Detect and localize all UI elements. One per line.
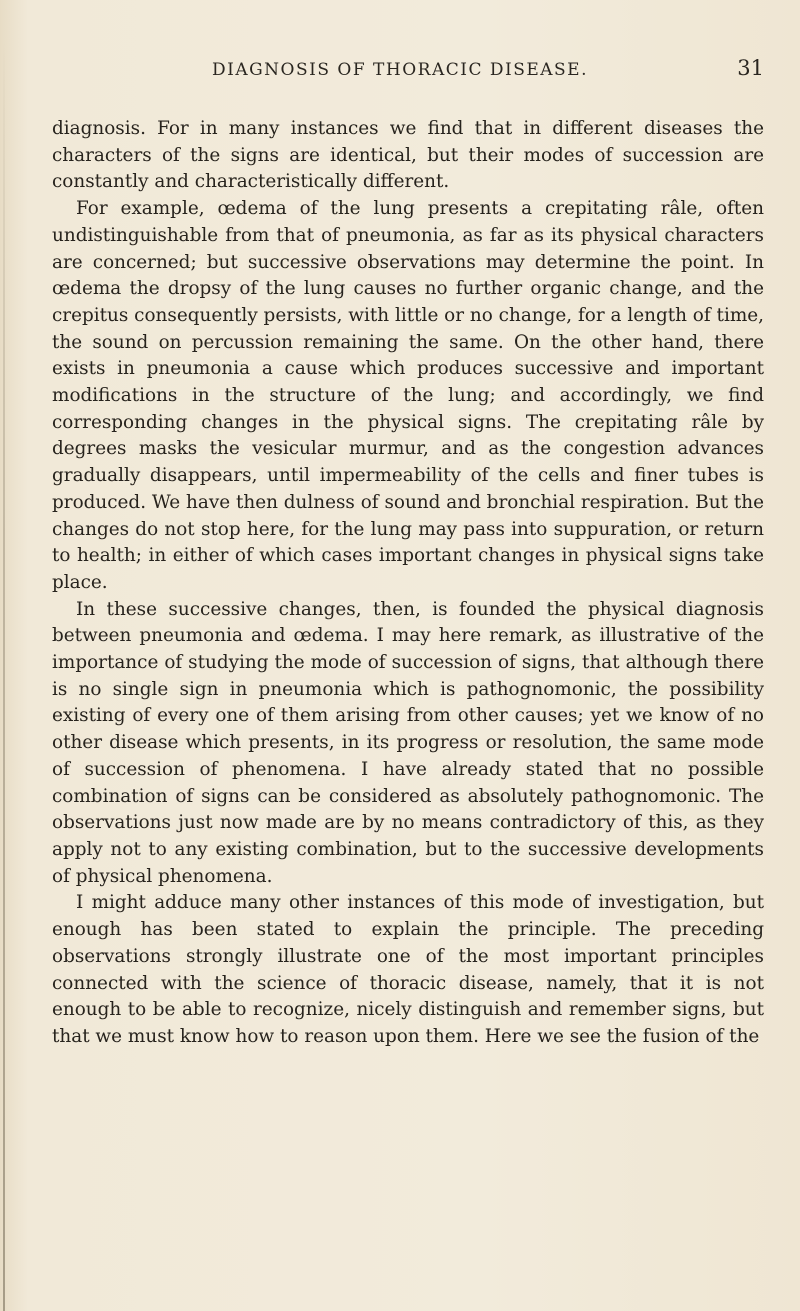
page-header [0, 56, 800, 90]
paragraph: In these successive changes, then, is founded the physical diagnosis between pneumonia and œdema. I may here remark, as illustrative of the importance of studying the mode of succession of signs, that although there is no single sign in pneumonia which is pathognomonic, the possibility existing of every one of them arising from other causes; yet we know of no other disease which presents, in its progress or resolution, the same mode of succession of phenomena. I have already stated that no possible combination of signs can be considered as absolutely pathognomonic. The observations just now made are by no means contradictory of this, as they apply not to any existing combination, but to the successive developments of physical phenomena. [52, 598, 764, 887]
paragraph: For example, œdema of the lung presents a crepitating râle, often undistinguishable from that of pneumonia, as far as its physical characters are concerned; but successive observations may determine the point. In œdema the dropsy of the lung causes no further organic change, and the crepitus consequently persists, with little or no change, for a length of time, the sound on percussion remaining the same. On the other hand, there exists in pneumonia a cause which produces successive and important modifications in the structure of the lung; and accordingly, we find corresponding changes in the physical signs. The crepitating râle by degrees masks the vesicular murmur, and as the congestion advances gradually disappears, until impermeability of the cells and finer tubes is produced. We have then dulness of sound and bronchial respiration. But the changes do not stop here, for the lung may pass into suppuration, or return to health; in either of which cases important changes in physical signs take place. [52, 198, 764, 593]
body-text [52, 116, 764, 1051]
page-number: 31 [737, 56, 764, 80]
binding-gutter [3, 40, 5, 1311]
paragraph: I might adduce many other instances of this mode of investigation, but enough has been stated to explain the principle. The preceding observations strongly illustrate one of the most important principles connected with the science of thoracic disease, namely, that it is not enough to be able to recognize, nicely distinguish and remember signs, but that we must know how to reason upon them. Here we see the fusion of the [52, 892, 764, 1047]
paragraph-continuation: diagnosis. For in many instances we find that in different diseases the characters of the signs are identical, but their modes of succession are constantly and characteristically different. [52, 118, 764, 193]
running-title: DIAGNOSIS OF THORACIC DISEASE. [211, 60, 588, 80]
